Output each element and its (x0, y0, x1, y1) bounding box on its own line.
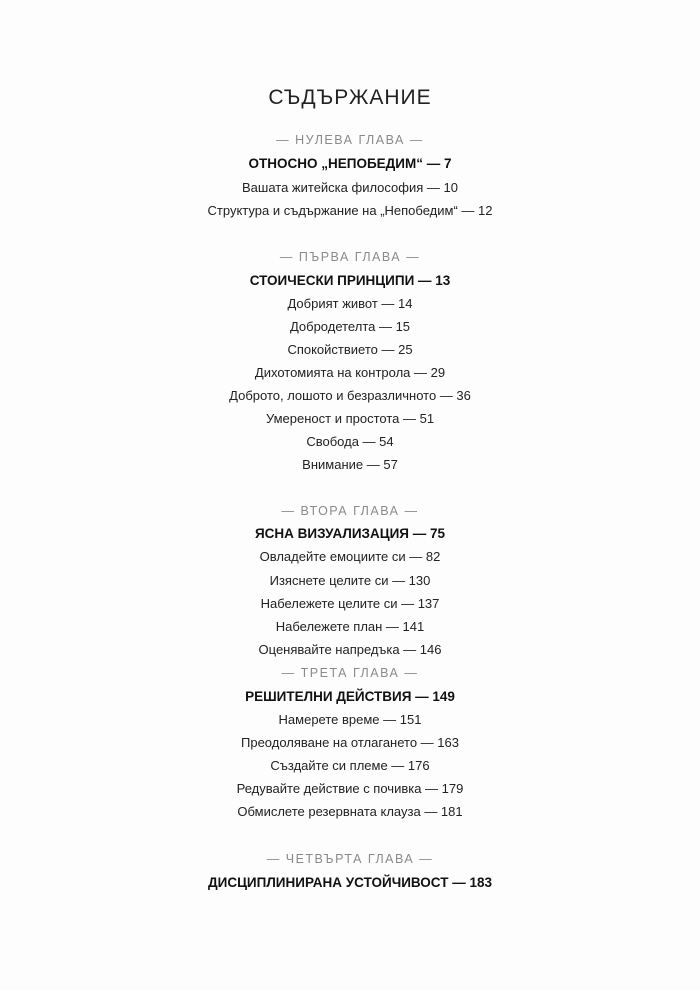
chapter-label: — ПЪРВА ГЛАВА — (279, 250, 421, 264)
chapter-heading: ДИСЦИПЛИНИРАНА УСТОЙЧИВОСТ — 183 (208, 875, 492, 890)
toc-entry: Обмислете резервната клауза — 181 (237, 804, 463, 819)
chapter-heading: РЕШИТЕЛНИ ДЕЙСТВИЯ — 149 (245, 689, 455, 704)
chapter-label: — НУЛЕВА ГЛАВА — (276, 133, 424, 147)
toc-entry: Набележете целите си — 137 (260, 596, 440, 611)
chapter-heading: СТОИЧЕСКИ ПРИНЦИПИ — 13 (249, 273, 451, 288)
chapter-heading: ОТНОСНО „НЕПОБЕДИМ“ — 7 (248, 156, 452, 171)
toc-entry: Вашата житейска философия — 10 (242, 180, 458, 195)
toc-entry: Добродетелта — 15 (289, 319, 411, 334)
toc-entry: Изяснете целите си — 130 (269, 573, 431, 588)
page-title: СЪДЪРЖАНИЕ (268, 86, 432, 109)
chapter-label: — ЧЕТВЪРТА ГЛАВА — (266, 852, 434, 866)
toc-entry: Намерете време — 151 (278, 712, 422, 727)
toc-entry: Оценявайте напредъка — 146 (258, 642, 442, 657)
toc-entry: Свобода — 54 (306, 434, 394, 449)
toc-entry: Умереност и простота — 51 (265, 411, 435, 426)
toc-entry: Внимание — 57 (302, 457, 398, 472)
toc-entry: Редувайте действие с почивка — 179 (236, 781, 464, 796)
toc-entry: Структура и съдържание на „Непобедим“ — 12 (207, 203, 493, 218)
toc-entry: Преодоляване на отлагането — 163 (241, 735, 459, 750)
toc-entry: Дихотомията на контрола — 29 (254, 365, 446, 380)
toc-entry: Добрият живот — 14 (287, 296, 413, 311)
chapter-heading: ЯСНА ВИЗУАЛИЗАЦИЯ — 75 (254, 526, 446, 541)
chapter-label: — ВТОРА ГЛАВА — (281, 504, 419, 518)
toc-entry: Спокойствието — 25 (287, 342, 413, 357)
toc-entry: Създайте си племе — 176 (270, 758, 430, 773)
toc-entry: Доброто, лошото и безразличното — 36 (229, 388, 471, 403)
chapter-label: — ТРЕТА ГЛАВА — (281, 666, 419, 680)
toc-entry: Овладейте емоциите си — 82 (259, 549, 441, 564)
toc-entry: Набележете план — 141 (275, 619, 425, 634)
